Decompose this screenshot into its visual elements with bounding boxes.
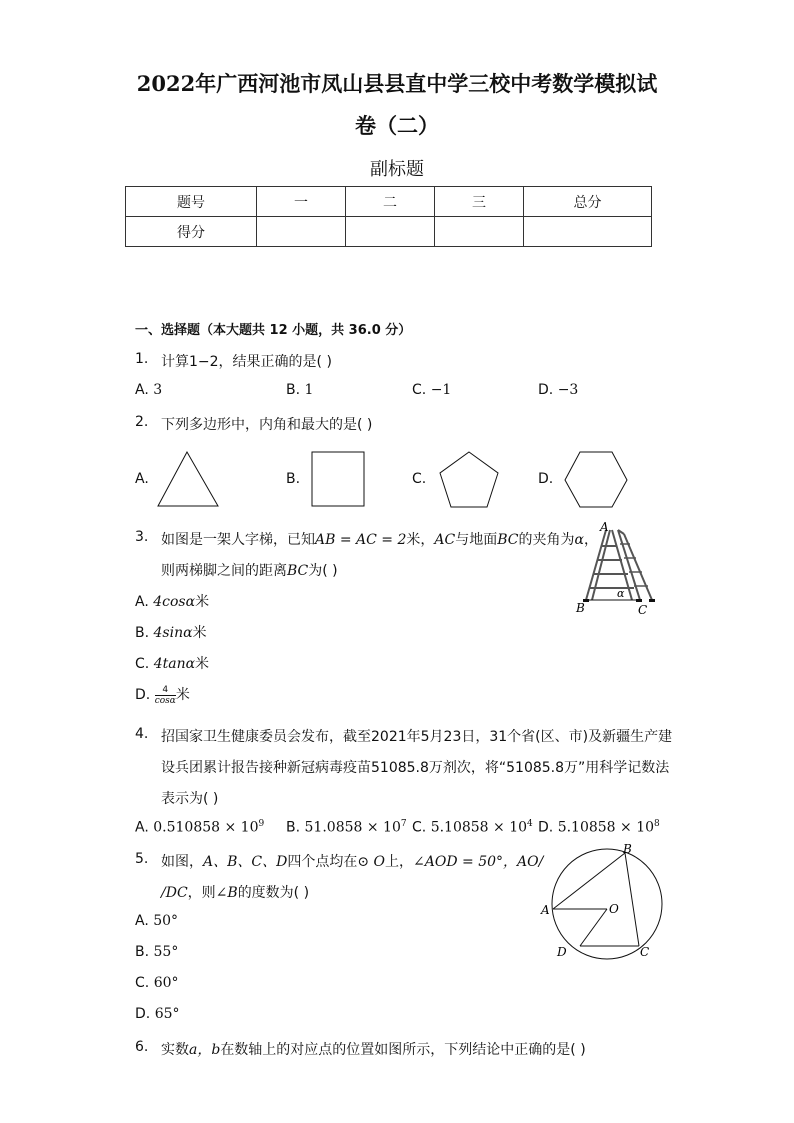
option-exponent: 9 (258, 819, 265, 829)
math-expression: α (574, 532, 584, 548)
option-letter: C. (412, 819, 427, 836)
table-row-label: 得分 (126, 217, 257, 247)
option-unit: 米 (175, 687, 190, 703)
question-text-line-2 (161, 882, 309, 902)
option-b (135, 944, 178, 960)
option-letter: B. (286, 819, 301, 836)
pentagon-figure (437, 450, 501, 510)
fraction (155, 685, 176, 706)
text-part: ， (583, 532, 598, 548)
label-o: O (609, 902, 619, 916)
option-unit: 米 (195, 656, 210, 672)
option-math: 4cosα (153, 594, 196, 610)
question-text-line-3: 表示为( ) (161, 791, 219, 807)
score-cell[interactable] (257, 217, 346, 247)
question-number: 5. (135, 851, 149, 867)
text-part: 米， (406, 532, 435, 548)
text-part: 的夹角为 (518, 532, 575, 548)
option-value: −1 (430, 382, 452, 398)
question-text: 计算1−2，结果正确的是( ) (161, 354, 332, 370)
math-expression: BC (497, 532, 519, 548)
question-number: 2. (135, 414, 149, 430)
option-a (135, 591, 209, 611)
option-exponent: 7 (400, 819, 407, 829)
table-header-cell: 三 (435, 187, 524, 217)
document-title-line-1: 2022年广西河池市凤山县县直中学三校中考数学模拟试 (136, 71, 658, 96)
label-a: A (600, 520, 609, 534)
option-d (135, 684, 190, 706)
option-a (135, 913, 178, 929)
option-math: 4tanα (153, 656, 196, 672)
document-title-line-2: 卷（二） (355, 113, 439, 138)
option-exponent: 8 (654, 819, 660, 829)
option-letter: B. (135, 944, 150, 960)
math-expression: A、B、C、D (203, 854, 288, 870)
option-a (135, 382, 162, 398)
question-text: 下列多边形中，内角和最大的是( ) (161, 417, 373, 433)
option-letter: D. (538, 382, 554, 398)
triangle-figure (155, 449, 225, 509)
text-part: 的度数为( ) (237, 885, 310, 901)
question-number: 1. (135, 351, 149, 367)
label-c: C (640, 945, 650, 959)
text-part: ，则 (187, 885, 216, 901)
table-header-cell: 总分 (524, 187, 652, 217)
option-math: 4sinα (153, 625, 193, 641)
score-table (125, 186, 652, 247)
option-letter: C. (135, 656, 150, 672)
question-number: 4. (135, 726, 149, 742)
option-value: 51.0858 × 10 (304, 819, 401, 836)
option-value: 5.10858 × 10 (430, 819, 528, 836)
option-letter: D. (135, 1006, 151, 1022)
option-letter: D. (135, 687, 151, 703)
option-d (538, 819, 660, 836)
option-b (135, 622, 207, 642)
circle-figure (535, 840, 670, 965)
option-value: 50° (153, 913, 179, 929)
option-letter: B. (135, 625, 150, 641)
label-b: B (623, 842, 632, 856)
option-d (538, 382, 578, 398)
option-b (286, 382, 313, 398)
label-d: D (557, 945, 567, 959)
fraction-numerator: 4 (155, 685, 176, 696)
fraction-denominator: cosα (154, 695, 176, 706)
text-part: 四个点均在 (287, 854, 358, 870)
question-text-line-2: 设兵团累计报告接种新冠病毒疫苗51085.8万剂次，将“51085.8万”用科学记数法 (161, 760, 670, 776)
option-letter: D. (538, 819, 554, 836)
option-value: −3 (557, 382, 579, 398)
option-letter: A. (135, 594, 149, 610)
label-a: A (541, 903, 550, 917)
document-subtitle: 副标题 (370, 159, 424, 180)
option-c (135, 975, 179, 991)
option-letter: A. (135, 471, 149, 487)
hexagon-figure (562, 450, 630, 510)
question-number: 6. (135, 1039, 149, 1055)
option-b (286, 819, 407, 836)
square-figure (310, 450, 370, 508)
label-alpha: α (617, 587, 625, 600)
option-c (135, 653, 209, 673)
table-header-cell: 题号 (126, 187, 257, 217)
option-a (135, 819, 264, 836)
text-part: 如图， (161, 854, 203, 870)
option-exponent: 4 (527, 819, 533, 829)
math-expression: AC (434, 532, 456, 548)
math-expression: BC (287, 563, 309, 579)
question-text (161, 529, 598, 549)
label-c: C (638, 603, 648, 617)
math-expression: ∠B (215, 885, 238, 901)
option-letter: C. (412, 471, 427, 487)
math-expression: ∠AOD = 50°，AO/ (413, 854, 544, 870)
math-expression: /DC (161, 885, 188, 901)
option-value: 3 (153, 382, 163, 398)
text-part: 实数 (161, 1042, 189, 1058)
score-cell[interactable] (346, 217, 435, 247)
question-text (161, 1039, 586, 1059)
option-letter: B. (286, 382, 301, 398)
option-c (412, 382, 451, 398)
score-table-header-row (126, 187, 652, 217)
math-expression: AB = AC = 2 (315, 532, 407, 548)
option-letter: C. (135, 975, 150, 991)
option-value: 1 (304, 382, 314, 398)
text-part: 为( ) (308, 563, 338, 579)
text-part: 如图是一架人字梯，已知 (161, 532, 315, 548)
label-b: B (576, 601, 585, 615)
option-unit: 米 (192, 625, 207, 641)
score-cell[interactable] (435, 217, 524, 247)
math-expression: ⊙ O (357, 854, 386, 870)
score-table-row (126, 217, 652, 247)
section-heading: 一、选择题（本大题共 12 小题，共 36.0 分） (135, 323, 412, 338)
table-header-cell: 一 (257, 187, 346, 217)
text-part: 上， (385, 854, 414, 870)
text-part: 与地面 (455, 532, 498, 548)
option-value: 65° (154, 1006, 180, 1022)
option-letter: A. (135, 382, 149, 398)
option-letter: A. (135, 819, 149, 836)
option-d (135, 1006, 180, 1022)
question-text (161, 851, 543, 871)
option-unit: 米 (195, 594, 210, 610)
math-expression: a，b (189, 1042, 221, 1058)
option-letter: D. (538, 471, 554, 487)
option-letter: B. (286, 471, 301, 487)
table-header-cell: 二 (346, 187, 435, 217)
ladder-figure (572, 520, 667, 618)
question-number: 3. (135, 529, 149, 545)
option-letter: A. (135, 913, 149, 929)
option-c (412, 819, 533, 836)
score-cell[interactable] (524, 217, 652, 247)
question-text: 招国家卫生健康委员会发布，截至2021年5月23日，31个省(区、市)及新疆生产建 (161, 729, 673, 745)
text-part: 在数轴上的对应点的位置如图所示，下列结论中正确的是( ) (220, 1042, 586, 1058)
option-value: 60° (153, 975, 179, 991)
option-value: 55° (153, 944, 179, 960)
option-letter: C. (412, 382, 427, 398)
option-value: 0.510858 × 10 (153, 819, 259, 836)
text-part: 则两梯脚之间的距离 (161, 563, 287, 579)
option-value: 5.10858 × 10 (557, 819, 655, 836)
question-text-line-2 (161, 560, 338, 580)
